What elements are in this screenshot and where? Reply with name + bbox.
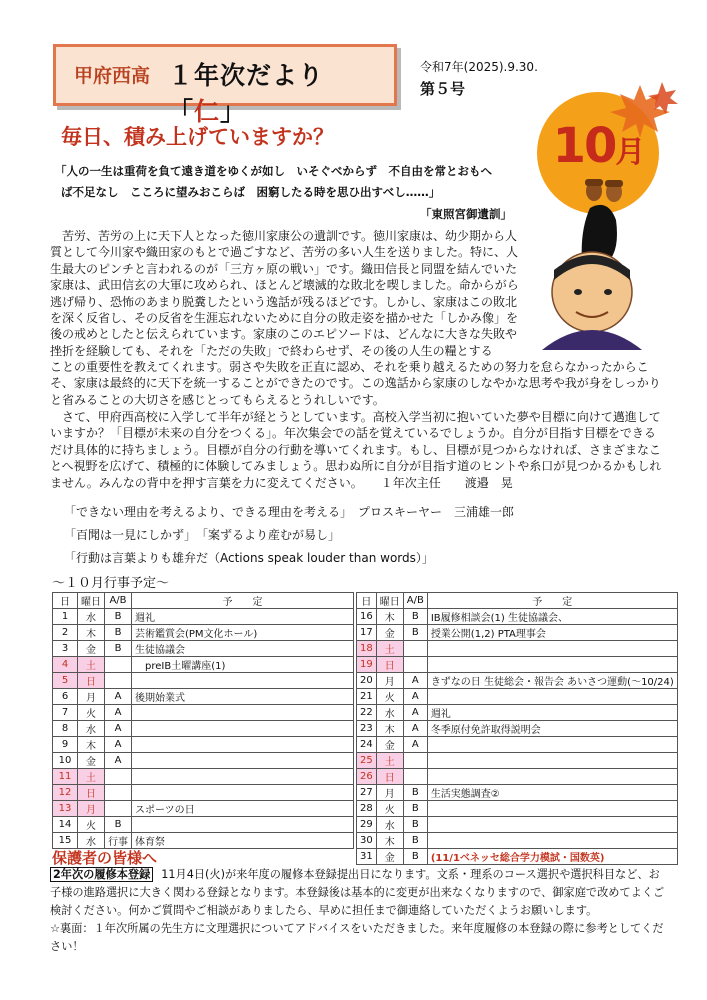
ab-cell (403, 641, 427, 657)
ab-cell: A (105, 721, 132, 737)
day-cell: 28 (357, 801, 377, 817)
event-cell: 芸術鑑賞会(PM文化ホール) (132, 625, 354, 641)
event-cell (132, 785, 354, 801)
event-cell (132, 817, 354, 833)
weekday-cell: 月 (78, 689, 105, 705)
event-cell (427, 801, 677, 817)
event-cell: IB履修相談会(1) 生徒協議会、 (427, 609, 677, 625)
day-cell: 24 (357, 737, 377, 753)
table-row (357, 737, 678, 753)
event-cell: 週礼 (132, 609, 354, 625)
day-cell: 30 (357, 833, 377, 849)
ab-cell: A (403, 721, 427, 737)
ab-cell (403, 753, 427, 769)
weekday-cell: 土 (78, 657, 105, 673)
ab-cell: A (403, 737, 427, 753)
table-row (357, 785, 678, 801)
ab-cell (105, 769, 132, 785)
table-row (53, 737, 354, 753)
col-weekday: 曜日 (376, 593, 403, 609)
col-weekday: 曜日 (78, 593, 105, 609)
table-row (53, 705, 354, 721)
day-cell: 5 (53, 673, 78, 689)
notice-back-side: ☆裏面：１年次所属の先生方に文理選択についてアドバイスをいただきました。来年度履修の本登録の際に参考としてください！ (50, 922, 664, 953)
event-cell (427, 817, 677, 833)
event-cell: きずなの日 生徒総会・報告会 あいさつ運動(～10/24) (427, 673, 677, 689)
paragraph-goals: さて、甲府西高校に入学して半年が経とうとしています。高校入学当初に抱いていた夢や目標に向けて邁進していますか？「目標が未来の自分をつくる」。年次集会での話を覚えているでしょうか。自分が目指す目標をできるだけ具体的に持ちましょう。目標が自分の行動を導いてくれます。もし、目標が見つからなければ、さまざまなことへ視野を広げて、積極的に体験してみましょう。思わぬ所に自分が目指す道のヒントや糸口が見つかるかもしれません。みんなの背中を押す言葉を力に変えてください。 １年次主任 渡邉 晃 (50, 410, 662, 490)
notice-tag: 2年次の履修本登録 (50, 867, 153, 882)
notice-body (50, 866, 665, 956)
ab-cell: 行事 (105, 833, 132, 849)
table-row (357, 641, 678, 657)
event-cell (427, 753, 677, 769)
ab-cell: A (403, 673, 427, 689)
col-event: 予 定 (132, 593, 354, 609)
weekday-cell: 月 (376, 785, 403, 801)
schedule-table-left (52, 592, 354, 849)
weekday-cell: 金 (376, 625, 403, 641)
table-row (357, 609, 678, 625)
table-row (53, 657, 354, 673)
notice-text: 11月4日(火)が来年度の履修本登録提出日になります。文系・理系のコース選択や選択科目など、お子様の進路選択に大きく関わる登録となります。本登録後は基本的に変更が出来なくなりますので、御家庭で改めてよくご検討ください。何かご質問やご相談がありましたら、早めに担任まで御連絡していただくようお願いします。 (50, 868, 665, 917)
table-row (357, 769, 678, 785)
day-cell: 14 (53, 817, 78, 833)
ab-cell (403, 769, 427, 785)
table-row (357, 689, 678, 705)
tokugawa-ieyasu-illustration (520, 200, 670, 350)
table-row (53, 689, 354, 705)
table-row (53, 641, 354, 657)
day-cell: 31 (357, 849, 377, 865)
table-row (357, 833, 678, 849)
signature: １年次主任 渡邉 晃 (380, 475, 513, 490)
weekday-cell: 金 (78, 641, 105, 657)
table-header-row (53, 593, 354, 609)
ab-cell: A (403, 705, 427, 721)
maple-leaf-icon (600, 80, 680, 140)
day-cell: 10 (53, 753, 78, 769)
day-cell: 15 (53, 833, 78, 849)
event-cell (427, 641, 677, 657)
day-cell: 7 (53, 705, 78, 721)
event-cell: 後期始業式 (132, 689, 354, 705)
paragraph-ieyasu-continued: ことの重要性を教えてくれます。弱さや失敗を正直に認め、それを乗り越えるための努力を怠らなかったからこそ、家康は最終的に天下を統一することができたのです。この逸話から家康のしなやかな思考や我が身をしっかりと省みることの大切さを感じとってもらえるとうれしいです。 (50, 360, 661, 407)
school-name: 甲府西高 (74, 65, 151, 87)
day-cell: 26 (357, 769, 377, 785)
weekday-cell: 木 (376, 833, 403, 849)
ab-cell: B (105, 817, 132, 833)
weekday-cell: 火 (78, 817, 105, 833)
day-cell: 6 (53, 689, 78, 705)
ab-cell: B (403, 801, 427, 817)
ab-cell (105, 785, 132, 801)
newsletter-title: １年次だより「仁」 (168, 61, 325, 126)
event-cell (427, 657, 677, 673)
table-header-row (357, 593, 678, 609)
quote: 「人の一生は重荷を負て遠き道をゆくが如し いそぐべからず 不自由を常とおもへ ば不足なし こころに望みおこらば 困窮したる時を思ひ出すべし……」 (55, 164, 492, 199)
day-cell: 13 (53, 801, 78, 817)
event-cell (427, 833, 677, 849)
table-row (53, 769, 354, 785)
day-cell: 25 (357, 753, 377, 769)
col-ab: A/B (403, 593, 427, 609)
day-cell: 4 (53, 657, 78, 673)
issue-date: 令和7年(2025).9.30. (420, 60, 538, 74)
ab-cell: A (105, 753, 132, 769)
day-cell: 19 (357, 657, 377, 673)
ab-cell: B (403, 609, 427, 625)
day-cell: 9 (53, 737, 78, 753)
notice-heading: 保護者の皆様へ (52, 849, 158, 867)
ab-cell: B (403, 625, 427, 641)
event-cell: スポーツの日 (132, 801, 354, 817)
col-day: 日 (357, 593, 377, 609)
day-cell: 29 (357, 817, 377, 833)
ab-cell: B (105, 641, 132, 657)
event-cell (132, 737, 354, 753)
quote-source: 「東照宮御遺訓」 (420, 207, 512, 221)
weekday-cell: 土 (78, 769, 105, 785)
weekday-cell: 日 (78, 673, 105, 689)
weekday-cell: 木 (376, 609, 403, 625)
table-row (53, 785, 354, 801)
event-cell: 生活実態調査② (427, 785, 677, 801)
day-cell: 16 (357, 609, 377, 625)
title-box (53, 44, 397, 126)
ab-cell: B (403, 849, 427, 865)
ab-cell (105, 801, 132, 817)
table-row (53, 801, 354, 817)
table-row (53, 625, 354, 641)
weekday-cell: 木 (78, 625, 105, 641)
event-cell (132, 673, 354, 689)
weekday-cell: 日 (78, 785, 105, 801)
table-row (357, 657, 678, 673)
event-cell (132, 721, 354, 737)
weekday-cell: 金 (78, 753, 105, 769)
saying-1: 「できない理由を考えるより、できる理由を考える」 プロスキーヤー 三浦雄一郎 (64, 505, 515, 519)
weekday-cell: 金 (376, 849, 403, 865)
saying-3: 「行動は言葉よりも雄弁だ（Actions speak louder than words）」 (64, 551, 434, 565)
table-row (357, 721, 678, 737)
event-cell (427, 769, 677, 785)
ab-cell (105, 657, 132, 673)
table-row (53, 817, 354, 833)
day-cell: 12 (53, 785, 78, 801)
day-cell: 21 (357, 689, 377, 705)
event-cell: 冬季原付免許取得説明会 (427, 721, 677, 737)
day-cell: 1 (53, 609, 78, 625)
ab-cell: B (403, 785, 427, 801)
ab-cell: A (105, 705, 132, 721)
day-cell: 2 (53, 625, 78, 641)
event-cell (132, 705, 354, 721)
weekday-cell: 金 (376, 737, 403, 753)
weekday-cell: 水 (78, 721, 105, 737)
table-row (357, 801, 678, 817)
table-row (357, 705, 678, 721)
schedule-table-right (356, 592, 678, 865)
table-row (357, 673, 678, 689)
event-cell (427, 737, 677, 753)
weekday-cell: 日 (376, 657, 403, 673)
day-cell: 22 (357, 705, 377, 721)
event-cell (132, 753, 354, 769)
day-cell: 11 (53, 769, 78, 785)
paragraph-ieyasu: 苦労、苦労の上に天下人となった徳川家康公の遺訓です。徳川家康は、幼少期から人質として今川家や織田家のもとで過ごすなど、苦労の多い人生を送りました。特に、人生最大のピンチと言われるのが「三方ヶ原の戦い」です。織田信長と同盟を結んでいた家康は、武田信玄の大軍に攻められ、ほとんど壊滅的な敗北を喫しました。命からがら逃げ帰り、恐怖のあまり脱糞したという逸話が残るほどです。しかし、家康はこの敗北を深く反省し、その反省を生涯忘れないために自分の敗走姿を描かせた「しかみ像」を後の戒めとしたと伝えられています。家康のこのエピソードは、どんなに大きな失敗や挫折を経験しても、それを「ただの失敗」で終わらせず、その後の人生の糧とする (50, 229, 519, 358)
col-day: 日 (53, 593, 78, 609)
weekday-cell: 火 (376, 689, 403, 705)
table-row (357, 625, 678, 641)
ab-cell: A (105, 689, 132, 705)
issue-number: 第５号 (420, 80, 466, 98)
day-cell: 20 (357, 673, 377, 689)
table-row (53, 721, 354, 737)
ab-cell (105, 673, 132, 689)
event-cell: (11/1ベネッセ総合学力模試・国数英) (427, 849, 677, 865)
ab-cell (403, 657, 427, 673)
headline: 毎日、積み上げていますか？ (61, 125, 334, 149)
day-cell: 18 (357, 641, 377, 657)
schedule-title: ～１０月行事予定～ (52, 576, 170, 591)
weekday-cell: 土 (376, 753, 403, 769)
weekday-cell: 土 (376, 641, 403, 657)
day-cell: 27 (357, 785, 377, 801)
event-cell: 週礼 (427, 705, 677, 721)
table-row (53, 673, 354, 689)
month-unit: 月 (615, 135, 644, 170)
weekday-cell: 火 (78, 705, 105, 721)
event-cell: 体育祭 (132, 833, 354, 849)
event-cell: 授業公開(1,2) PTA理事会 (427, 625, 677, 641)
ab-cell: A (105, 737, 132, 753)
event-cell (427, 689, 677, 705)
weekday-cell: 月 (78, 801, 105, 817)
month-number: 10 (552, 118, 616, 174)
day-cell: 23 (357, 721, 377, 737)
table-row (357, 817, 678, 833)
weekday-cell: 日 (376, 769, 403, 785)
table-row (53, 753, 354, 769)
weekday-cell: 木 (376, 721, 403, 737)
weekday-cell: 火 (376, 801, 403, 817)
table-row (357, 753, 678, 769)
day-cell: 3 (53, 641, 78, 657)
weekday-cell: 月 (376, 673, 403, 689)
ab-cell: B (105, 609, 132, 625)
weekday-cell: 木 (78, 737, 105, 753)
ab-cell: B (403, 833, 427, 849)
saying-2: 「百聞は一見にしかず」 「案ずるより産むが易し」 (64, 528, 341, 542)
day-cell: 8 (53, 721, 78, 737)
event-cell: 生徒協議会 (132, 641, 354, 657)
weekday-cell: 水 (376, 817, 403, 833)
col-event: 予 定 (427, 593, 677, 609)
ab-cell: B (105, 625, 132, 641)
weekday-cell: 水 (78, 833, 105, 849)
day-cell: 17 (357, 625, 377, 641)
weekday-cell: 水 (376, 705, 403, 721)
table-row (53, 609, 354, 625)
col-ab: A/B (105, 593, 132, 609)
event-cell (132, 769, 354, 785)
weekday-cell: 水 (78, 609, 105, 625)
ab-cell: B (403, 817, 427, 833)
event-cell: preIB土曜講座(1) (132, 657, 354, 673)
table-row (357, 849, 678, 865)
ab-cell: A (403, 689, 427, 705)
